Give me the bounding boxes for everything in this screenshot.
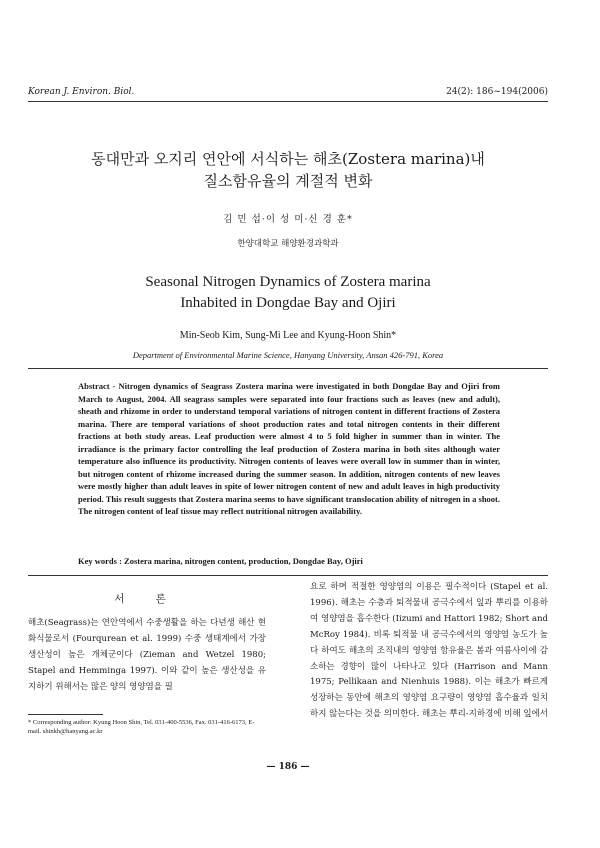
right-column: 요로 하며 적절한 영양염의 이용은 필수적이다 (Stapel et al. 1996). 해초는 수층과 퇴적물내 공극수에서 잎과 뿌리를 이용하여 영양염을 흡수한다 (Iizumi and Hattori 1982; Short and McRoy 1984). 비록 퇴적물 내 공극수에서의 영양염 농도가 높다 하여도 해초의 조직내의 영양염 함유율은 봄과 여름사이에 감소하는 경향이 많이 나타나고 있다 (Harrison and Mann 1975; Pellikaan and Nienhuis 1988). 이는 해초가 빠르게 성장하는 동안에 해초의 영양염 요구량이 영양염 흡수율과 일치하지 않는다는 것을 의미한다. 해초는 뿌리-지하경에 비해 잎에서 <box>310 582 548 720</box>
abstract: Abstract - Nitrogen dynamics of Seagrass Zostera marina were investigated in both Dongdae Bay and Ojiri from March to August, 2004. All seagrass samples were separated into four fractions such as leaves (new and adult), sheath and rhizome in order to understand temporal variations of nitrogen content in different fractions of Zostera marina. There are temporal variations of shoot production rates and total nitrogen contents in their different fractions at both study areas. Leaf production were almost 4 to 5 fold higher in summer than in winter. The irradiance is the primary factor controlling the leaf production of Zostera marina in both sites although water temperature also influence its productivity. Nitrogen contents of leaves were overall low in summer than in winter, but nitrogen content of rhizome increased during the summer season. In addition, nitrogen contents of new leaves were mostly higher than adult leaves in spite of lower nitrogen content of new and adult leaves in high productivity period. This result suggests that Zostera marina seems to have significant translocation ability of nitrogen in a shoot. The nitrogen content of leaf tissue may reflect nutritional nitrogen availability. <box>78 381 500 516</box>
left-column <box>28 580 266 695</box>
korean-title-line1: 동대만과 오지리 연안에 서식하는 해초(Zostera marina)내 <box>91 150 485 168</box>
english-affiliation: Department of Environmental Marine Science, Hanyang University, Ansan 426-791, Korea <box>132 350 444 360</box>
korean-authors: 김 민 섭·이 성 미·신 경 훈* <box>223 214 353 225</box>
korean-title-line2: 질소함유율의 계절적 변화 <box>203 172 373 190</box>
section-heading-introduction: 서 론 <box>114 593 180 605</box>
journal-name: Korean J. Environ. Biol. <box>28 87 135 97</box>
footnote: * Corresponding author: Kyung Hoon Shin, Tel. 031-400-5536, Fax. 031-416-6173, E-mail. shinkh@hanyang.ac.kr <box>28 719 255 735</box>
korean-affiliation: 한양대학교 해양환경과학과 <box>237 239 339 249</box>
english-title-line1: Seasonal Nitrogen Dynamics of Zostera marina <box>145 274 431 290</box>
volume-info: 24(2): 186~194(2006) <box>446 87 548 97</box>
korean-title <box>28 148 548 192</box>
english-authors: Min-Seob Kim, Sung-Mi Lee and Kyung-Hoon Shin* <box>179 330 397 341</box>
keywords: Key words : Zostera marina, nitrogen content, production, Dongdae Bay, Ojiri <box>78 556 363 566</box>
left-column-text: 해초(Seagrass)는 연안역에서 수중생활을 하는 다년생 해산 현화식물로서 (Fourqurean et al. 1999) 수중 생태계에서 가장 생산성이 높은 개체군이다 (Zieman and Wetzel 1980; Stapel and Hemminga 1997). 이와 같이 높은 생산성을 유지하기 위해서는 많은 양의 영양염을 필 <box>28 617 266 692</box>
english-title <box>28 272 548 314</box>
header-rule <box>28 101 548 102</box>
abstract-top-rule <box>28 368 548 369</box>
page-number: — 186 — <box>266 762 310 772</box>
abstract-bottom-rule <box>28 575 548 576</box>
english-title-line2: Inhabited in Dongdae Bay and Ojiri <box>180 295 396 311</box>
footnote-rule <box>28 714 103 715</box>
